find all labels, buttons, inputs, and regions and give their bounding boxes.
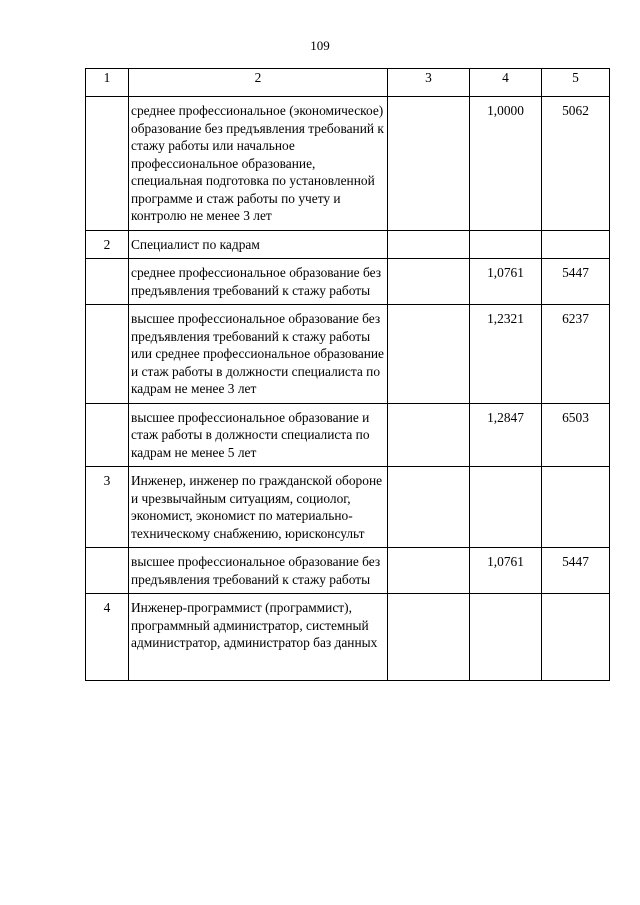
row-number — [86, 259, 129, 305]
header-cell: 5 — [542, 69, 610, 97]
row-number: 2 — [86, 230, 129, 259]
row-description: среднее профессиональное образование без предъявления требований к стажу работы — [129, 259, 388, 305]
row-coefficient: 1,0000 — [470, 97, 542, 231]
header-cell: 3 — [388, 69, 470, 97]
header-cell: 2 — [129, 69, 388, 97]
row-description: среднее профессиональное (экономическое) образование без предъявления требований к стажу работы или начальное профессиональное образование, специальная подготовка по установленной программе и стаж работы по учету и контролю не менее 3 лет — [129, 97, 388, 231]
page-number: 109 — [310, 38, 330, 53]
row-coefficient: 1,2847 — [470, 403, 542, 467]
row-coefficient: 1,0761 — [470, 259, 542, 305]
row-col3 — [388, 548, 470, 594]
row-col3 — [388, 467, 470, 548]
row-salary: 6503 — [542, 403, 610, 467]
header-cell: 4 — [470, 69, 542, 97]
row-col3 — [388, 97, 470, 231]
row-number — [86, 548, 129, 594]
row-col3 — [388, 594, 470, 681]
table-row — [86, 403, 610, 467]
table-row — [86, 305, 610, 404]
tariff-table — [85, 68, 610, 681]
row-description: высшее профессиональное образование без предъявления требований к стажу работы — [129, 548, 388, 594]
table-row — [86, 548, 610, 594]
row-description: Специалист по кадрам — [129, 230, 388, 259]
row-coefficient — [470, 594, 542, 681]
table-row — [86, 97, 610, 231]
row-description: Инженер-программист (программист), программный администратор, системный администратор, администратор баз данных — [129, 594, 388, 681]
row-description: Инженер, инженер по гражданской обороне и чрезвычайным ситуациям, социолог, экономист, экономист по материально-техническому снабжению, юрисконсульт — [129, 467, 388, 548]
table-header-row — [86, 69, 610, 97]
row-salary: 5062 — [542, 97, 610, 231]
row-salary: 5447 — [542, 548, 610, 594]
row-salary — [542, 230, 610, 259]
row-salary: 5447 — [542, 259, 610, 305]
row-col3 — [388, 230, 470, 259]
row-salary — [542, 467, 610, 548]
table-row — [86, 594, 610, 681]
row-col3 — [388, 305, 470, 404]
row-description: высшее профессиональное образование без предъявления требований к стажу работы или среднее профессиональное образование и стаж работы в должности специалиста по кадрам не менее 3 лет — [129, 305, 388, 404]
row-coefficient — [470, 230, 542, 259]
row-coefficient — [470, 467, 542, 548]
row-number — [86, 97, 129, 231]
row-number: 4 — [86, 594, 129, 681]
header-cell: 1 — [86, 69, 129, 97]
row-col3 — [388, 403, 470, 467]
row-number — [86, 305, 129, 404]
table-row — [86, 259, 610, 305]
row-coefficient: 1,2321 — [470, 305, 542, 404]
row-col3 — [388, 259, 470, 305]
row-description: высшее профессиональное образование и стаж работы в должности специалиста по кадрам не менее 5 лет — [129, 403, 388, 467]
row-number — [86, 403, 129, 467]
row-number: 3 — [86, 467, 129, 548]
table-row — [86, 230, 610, 259]
row-salary: 6237 — [542, 305, 610, 404]
row-coefficient: 1,0761 — [470, 548, 542, 594]
table-row — [86, 467, 610, 548]
row-salary — [542, 594, 610, 681]
